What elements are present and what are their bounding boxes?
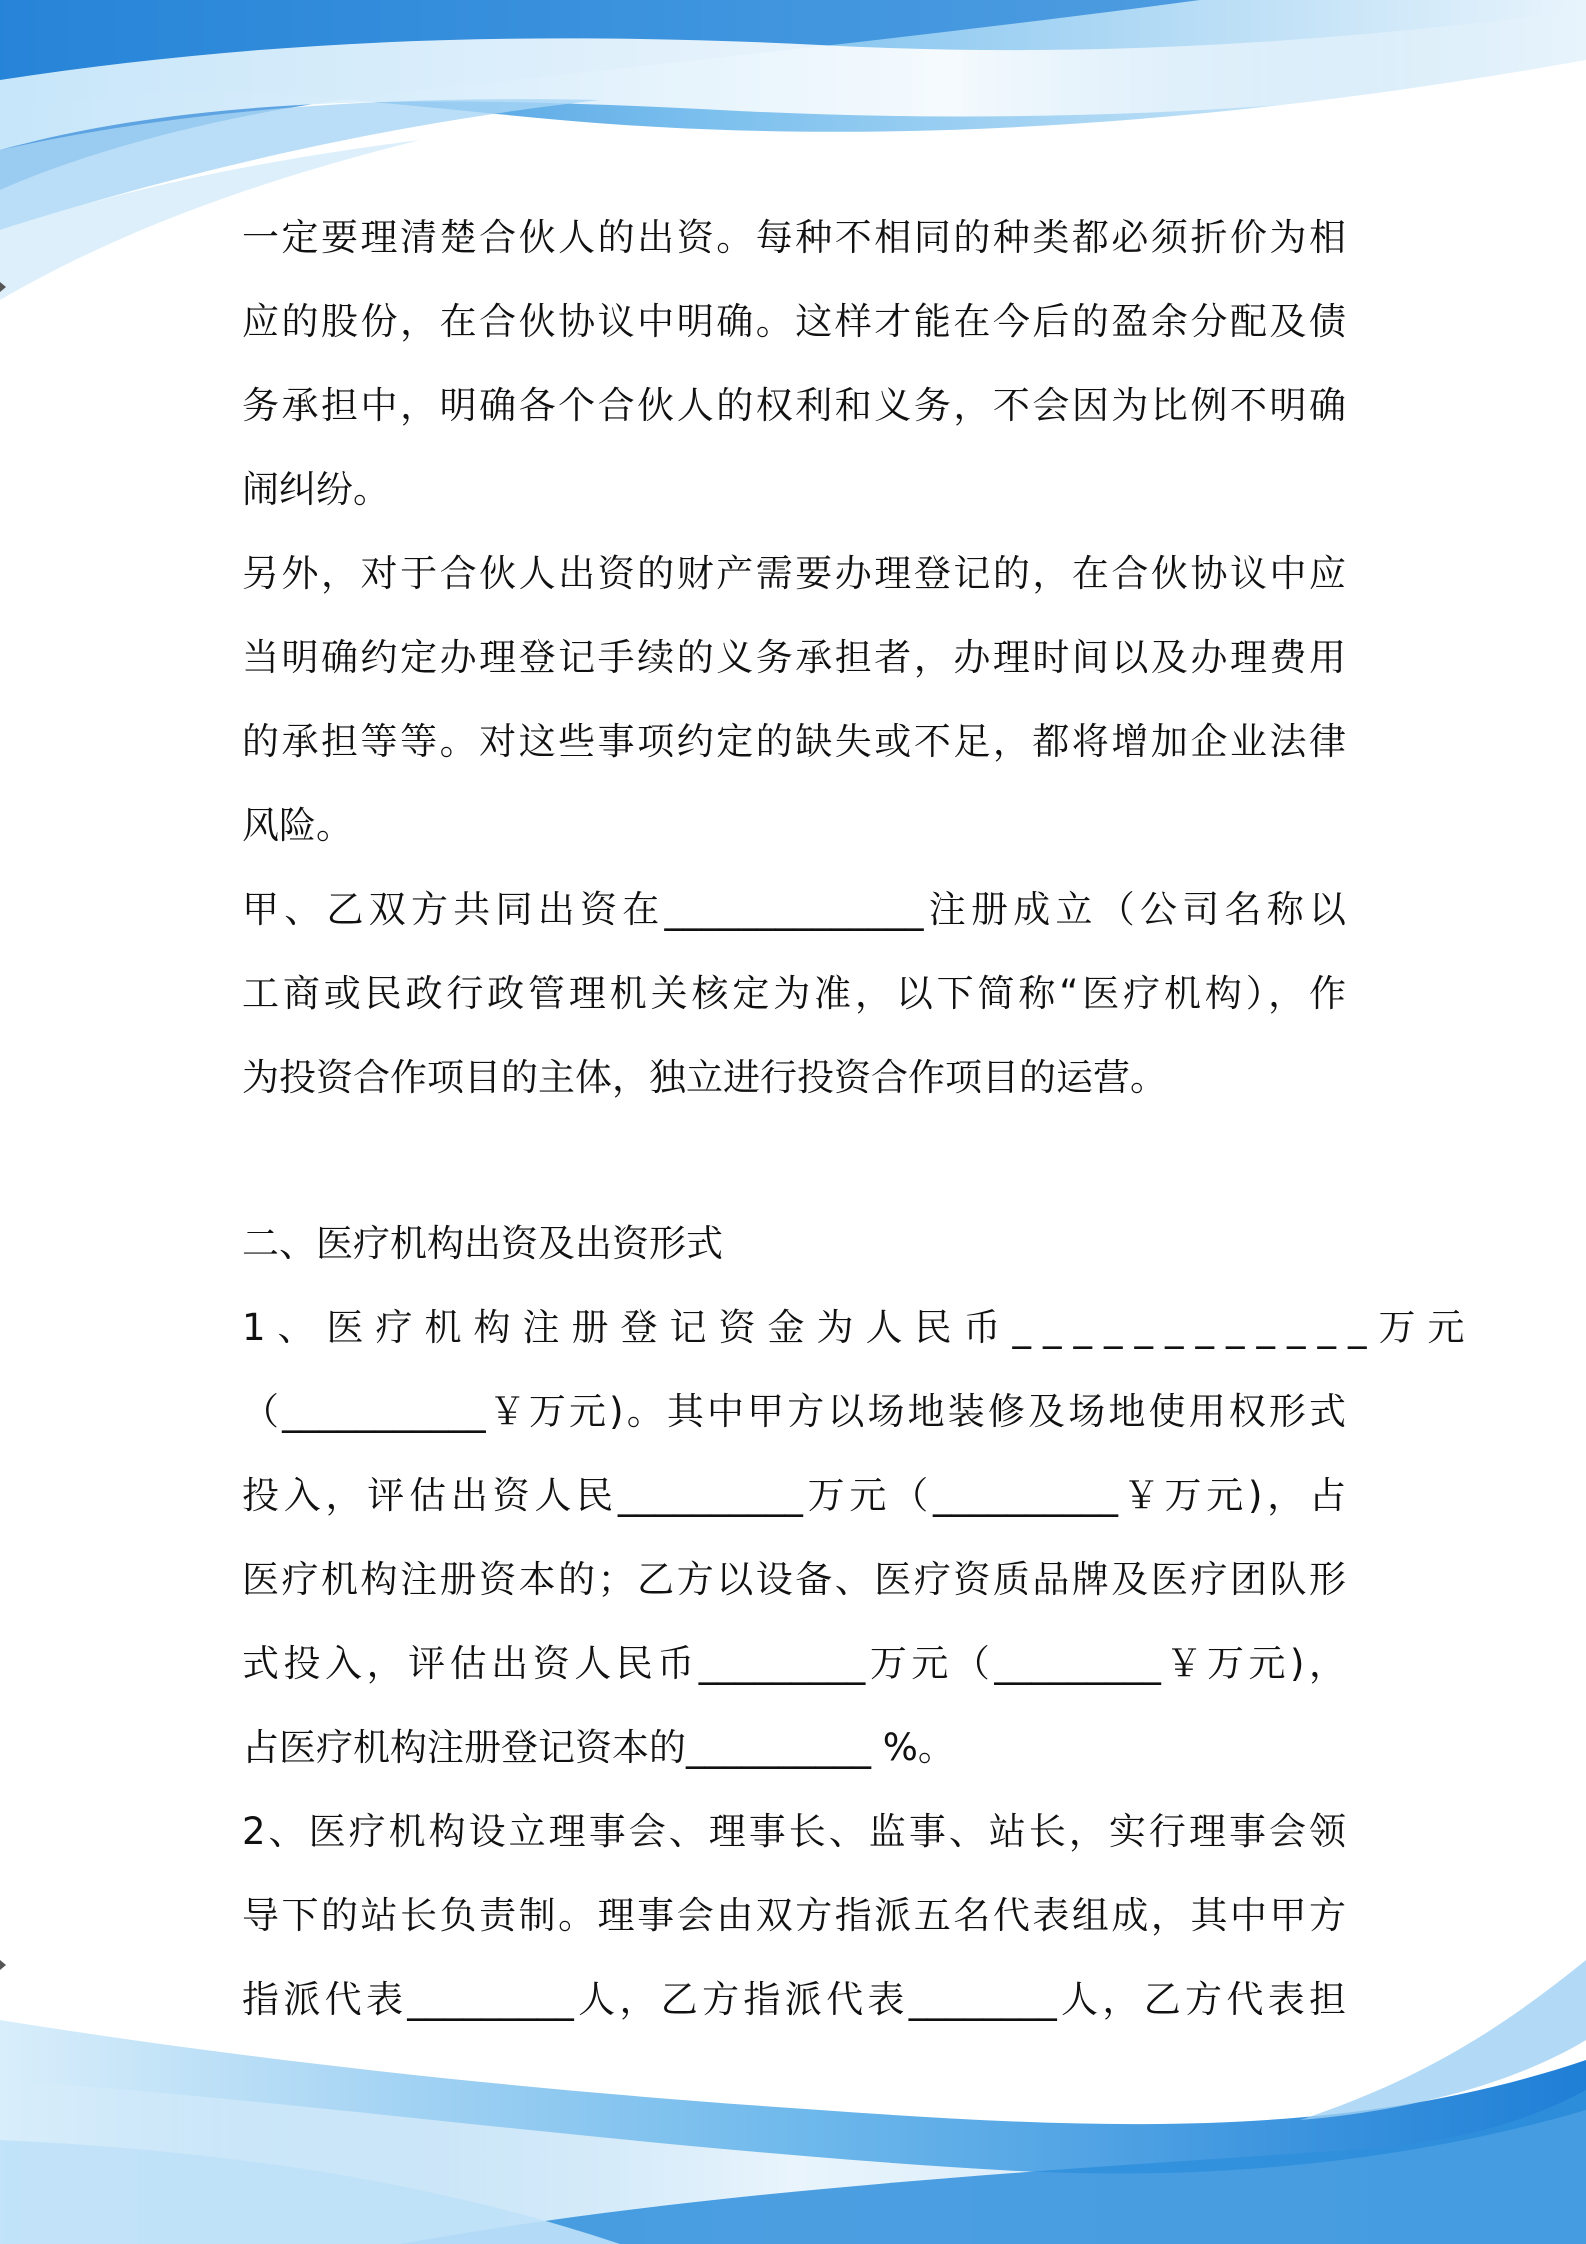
text-line: 务承担中，明确各个合伙人的权利和义务，不会因为比例不明确 (242, 384, 1346, 427)
text-line: 投入，评估出资人民__________万元（__________￥万元)，占 (242, 1474, 1346, 1517)
margin-mark-icon (0, 282, 6, 292)
text-line: 占医疗机构注册登记资本的__________ %。 (242, 1726, 955, 1769)
document-body (242, 196, 1477, 2042)
text-line: 式投入，评估出资人民币_________万元（_________￥万元)， (242, 1642, 1346, 1685)
text-line: 另外，对于合伙人出资的财产需要办理登记的，在合伙协议中应 (242, 552, 1346, 595)
paragraph-partner-contribution (242, 196, 1346, 532)
paragraph-joint-investment (242, 868, 1346, 1120)
text-line: 工商或民政行政管理机关核定为准，以下简称“医疗机构），作 (242, 972, 1346, 1015)
text-line: 当明确约定办理登记手续的义务承担者，办理时间以及办理费用 (242, 636, 1346, 679)
text-line: 指派代表_________人，乙方指派代表________人，乙方代表担 (242, 1978, 1346, 2021)
margin-mark-icon (0, 1960, 6, 1970)
clause-council (242, 1790, 1346, 2042)
text-line: 的承担等等。对这些事项约定的缺失或不足，都将增加企业法律 (242, 720, 1346, 763)
section-heading: 二、医疗机构出资及出资形式 (242, 1222, 723, 1265)
text-line: 导下的站长负责制。理事会由双方指派五名代表组成，其中甲方 (242, 1894, 1346, 1937)
text-line: （___________￥万元)。其中甲方以场地装修及场地使用权形式 (242, 1390, 1346, 1433)
text-line: 为投资合作项目的主体，独立进行投资合作项目的运营。 (242, 1056, 1167, 1099)
text-line: 1、医疗机构注册登记资金为人民币____________万元 (242, 1306, 1477, 1349)
paragraph-registration (242, 532, 1346, 868)
text-line: 风险。 (242, 804, 353, 847)
text-line: 医疗机构注册资本的；乙方以设备、医疗资质品牌及医疗团队形 (242, 1558, 1346, 1601)
text-line: 甲、乙双方共同出资在______________注册成立（公司名称以 (242, 888, 1346, 931)
text-line: 一定要理清楚合伙人的出资。每种不相同的种类都必须折价为相 (242, 216, 1346, 259)
paragraph-spacer (242, 1120, 1346, 1202)
text-line: 闹纠纷。 (242, 468, 390, 511)
text-line: 2、医疗机构设立理事会、理事长、监事、站长，实行理事会领 (242, 1810, 1346, 1853)
clause-registered-capital (242, 1286, 1477, 1790)
text-line: 应的股份，在合伙协议中明确。这样才能在今后的盈余分配及债 (242, 300, 1346, 343)
